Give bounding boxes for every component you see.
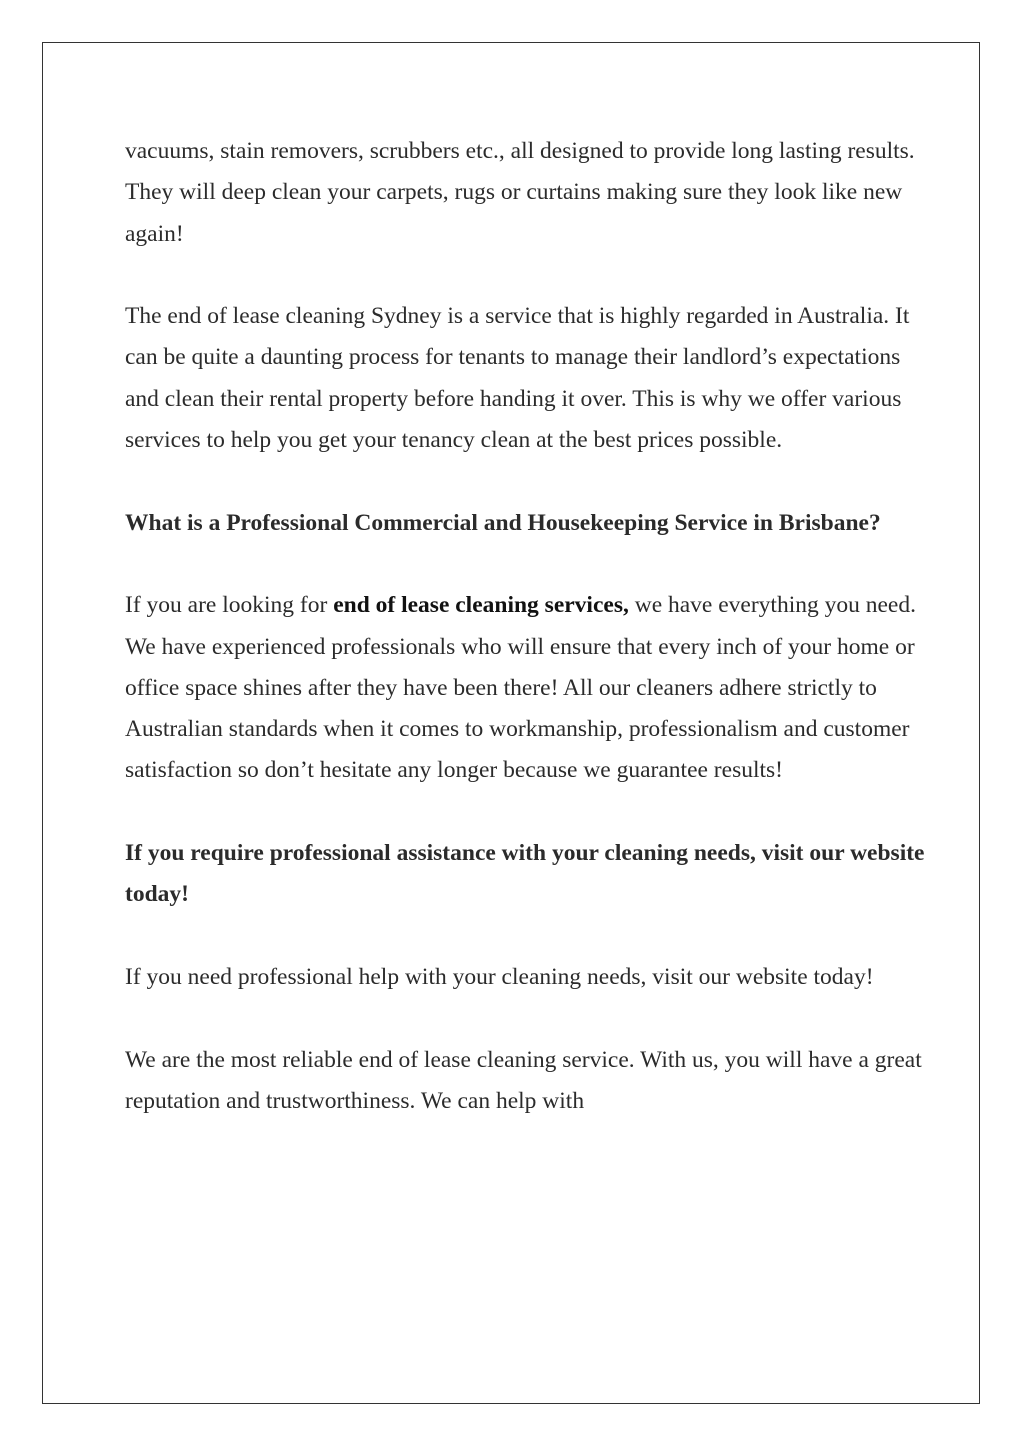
paragraph-cleaning-tools: vacuums, stain removers, scrubbers etc., all designed to provide long lasting results. They will deep clean your carpets, rugs or curtains making sure they look like new again!: [125, 138, 915, 247]
page-frame: [42, 42, 980, 1404]
paragraph-end-of-lease-sydney: The end of lease cleaning Sydney is a service that is highly regarded in Australia. It can be quite a daunting process for tenants to manage their landlord’s expectations and clean their rental property before handing it over. This is why we offer various services to help you get your tenancy clean at the best prices possible.: [125, 303, 910, 454]
paragraph-need-help: If you need professional help with your cleaning needs, visit our website today!: [125, 963, 874, 990]
paragraph-most-reliable: We are the most reliable end of lease cleaning service. With us, you will have a great reputation and trustworthiness. We can help with: [125, 1046, 922, 1114]
heading-visit-website: If you require professional assistance with your cleaning needs, visit our website today!: [125, 840, 925, 908]
paragraph-looking-for-services: [125, 585, 925, 791]
heading-professional-service: What is a Professional Commercial and Housekeeping Service in Brisbane?: [125, 509, 881, 536]
document-body: [125, 131, 925, 1163]
paragraph-text-before: If you are looking for: [125, 592, 334, 619]
paragraph-text-after: we have everything you need. We have experienced professionals who will ensure that every inch of your home or office space shines after they have been there! All our cleaners adhere strictly to Australian standards when it comes to workmanship, professionalism and customer satisfaction so don’t hesitate any longer because we guarantee results!: [125, 592, 916, 784]
bold-phrase-end-of-lease: end of lease cleaning services,: [333, 592, 629, 619]
